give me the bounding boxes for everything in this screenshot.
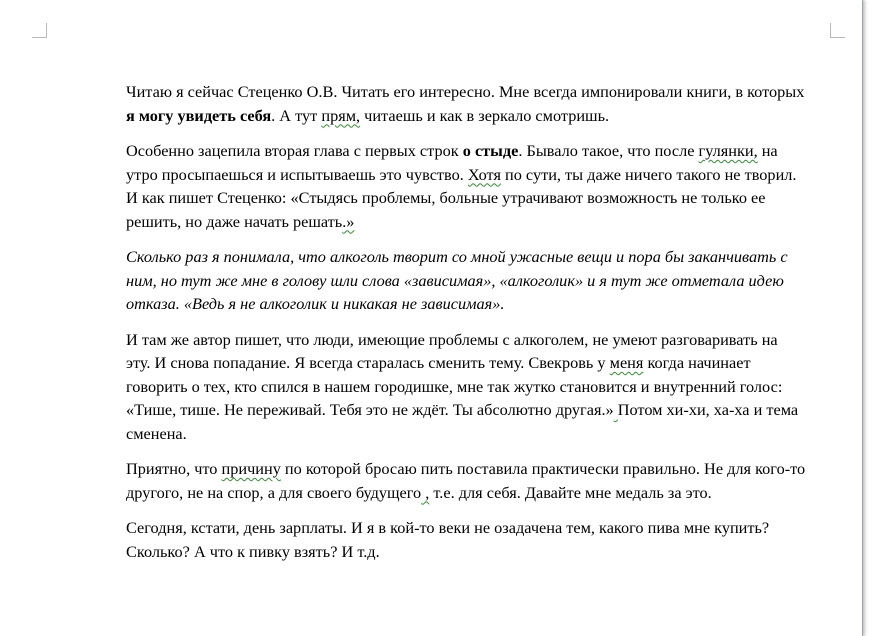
top-left-margin-mark [32,23,47,38]
paragraph-4-text: когда начинает говорить о тех, кто спился в нашем городишке, мне так жутко становится и внутренний голос: «Тише, тише. Не переживай. Тебя это не ждёт. Ты абсолютно другая.» [126,353,783,419]
paragraph-4-text: И там же автор пишет, что люди, имеющие проблемы с алкоголем, не умеют разговаривать на эту. И снова попадание. Я всегда старалась сменить тему. Свекровь у [126,329,778,372]
grammar-flagged-word[interactable]: причину [221,459,281,478]
grammar-flagged-word[interactable]: гулянки, [698,141,758,160]
grammar-flagged-word[interactable]: прям, [321,105,361,125]
paragraph-5-text: т.е. для себя. Давайте мне медаль за это. [429,482,712,502]
paragraph-2-text: по сути, ты даже ничего такого не творил. И как пишет Стеценко: «Стыдясь проблемы, больные утрачивают возможность не только ее решить, но даже начать решать [126,164,797,231]
document-body[interactable] [126,80,806,575]
paragraph-6[interactable] [126,516,806,563]
paragraph-1[interactable] [126,80,806,127]
top-right-margin-mark [830,23,845,38]
paragraph-6-text: Сегодня, кстати, день зарплаты. И я в кой-то веки не озадачена тем, какого пива мне купить? Сколько? А что к пивку взять? И т.д. [126,518,770,561]
paragraph-2[interactable] [126,139,806,233]
paragraph-1-text: читаешь и как в зеркало смотришь. [360,105,610,125]
paragraph-1-text: Читаю я сейчас Стеценко О.В. Читать его интересно. Мне всегда импонировали книги, в которых [126,82,805,101]
paragraph-5[interactable] [126,457,806,504]
paragraph-4-text: Потом хи-хи, ха-ха и тема сменена. [126,400,799,443]
bold-phrase: о стыде [462,141,519,160]
grammar-flagged-word[interactable]: Хотя [467,164,501,184]
grammar-flagged-comma[interactable]: , [421,482,430,502]
grammar-flagged-word[interactable]: меня [609,353,644,372]
paragraph-1-text: . А тут [271,105,322,125]
paragraph-3[interactable] [126,245,806,316]
paragraph-2-text: на утро просыпаешься и испытываешь это чувство. [126,141,778,184]
paragraph-3-text: Сколько раз я понимала, что алкоголь творит со мной ужасные вещи и пора бы заканчивать с ним, но тут же мне в голову шли слова «зависимая», «алкоголик» и я тут же отметала идею отказа. «Ведь я не алкоголик и никакая не зависимая». [126,247,788,313]
paragraph-2-text: Особенно зацепила вторая глава с первых строк [126,141,463,160]
paragraph-5-text: по которой бросаю пить поставила практически правильно. Не для кого-то другого, не на спор, а для своего будущего [126,459,806,502]
bold-phrase: я могу увидеть себя [126,105,272,125]
grammar-flagged-word[interactable]: .» [342,211,355,231]
paragraph-2-text: . Бывало такое, что после [518,141,699,160]
paragraph-4[interactable] [126,328,806,446]
paragraph-5-text: Приятно, что [126,459,222,478]
